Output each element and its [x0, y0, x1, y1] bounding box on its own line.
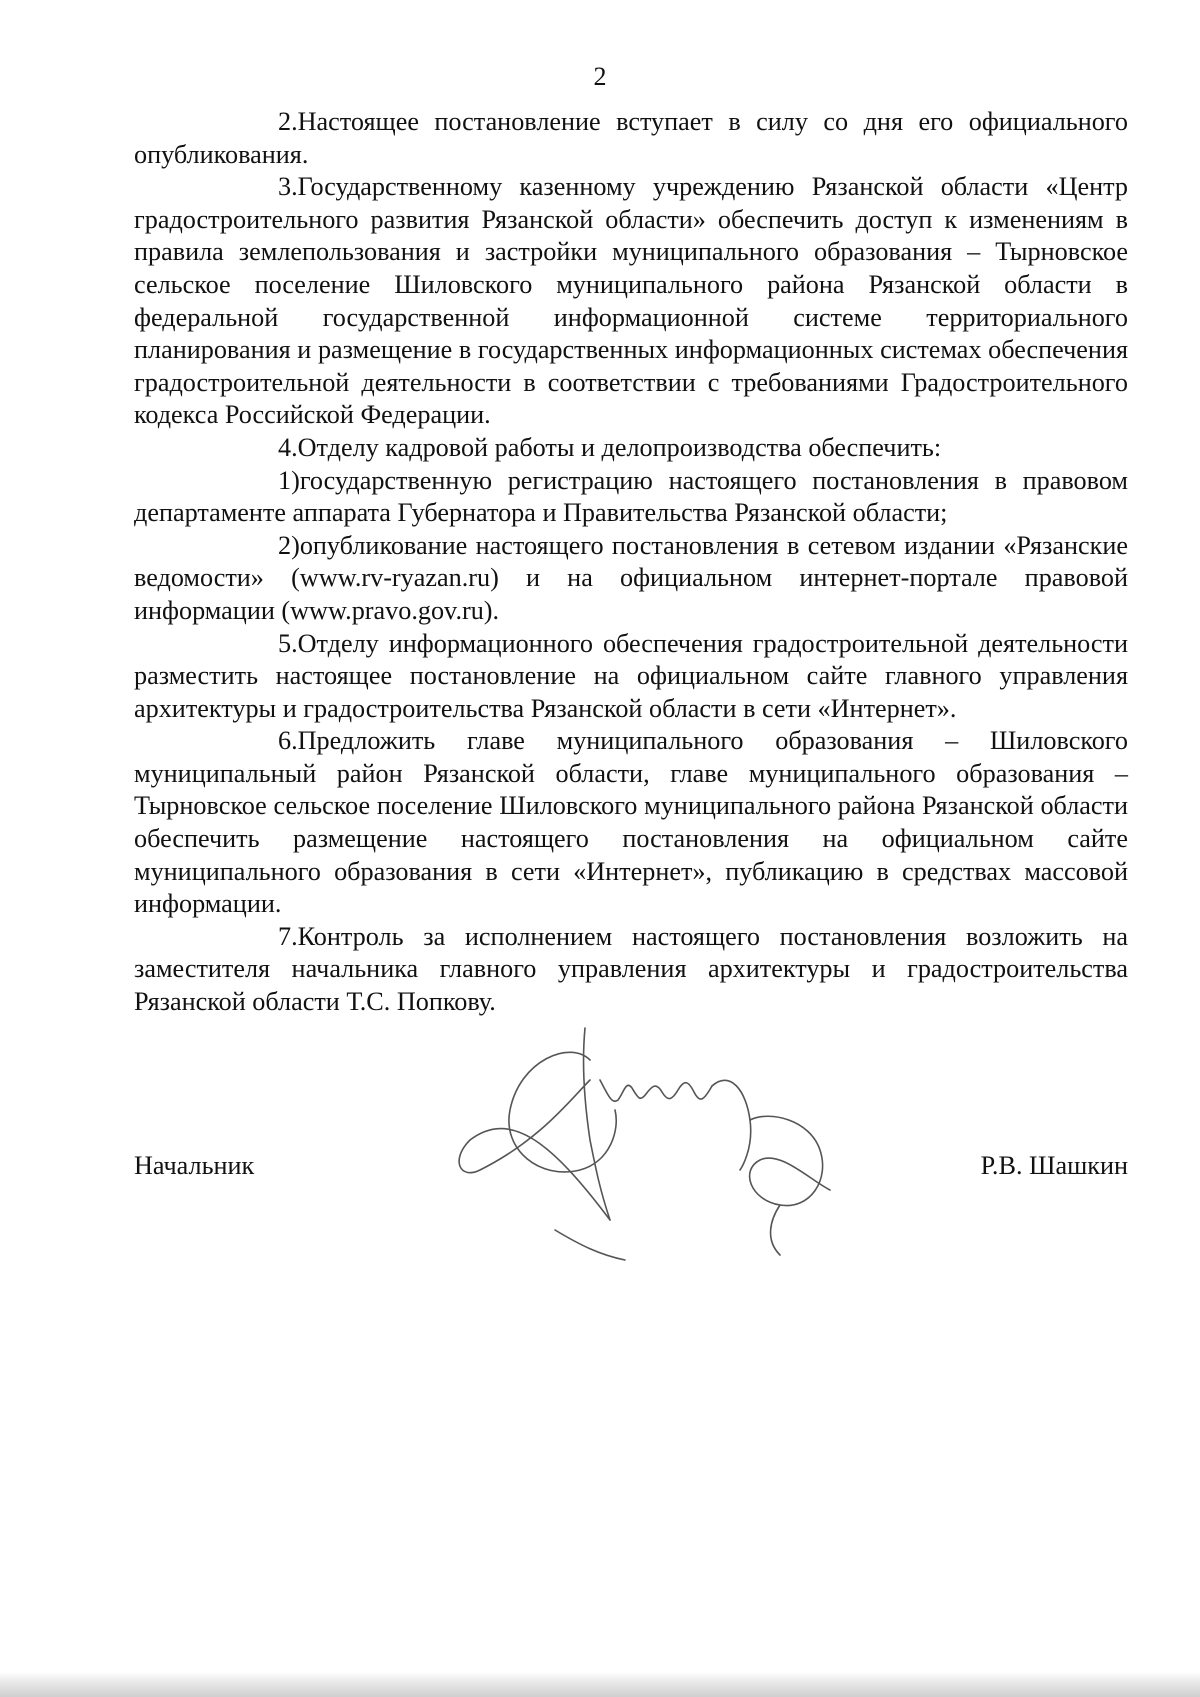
paragraph-text: Настоящее постановление вступает в силу со дня его официального опубликования.: [134, 107, 1128, 169]
paragraph-number: 4.: [278, 432, 298, 462]
paragraph-7: [134, 921, 1128, 1019]
paragraph-4: [134, 432, 1128, 465]
paragraph-number: 2.: [278, 107, 298, 136]
paragraph-text: Отделу кадровой работы и делопроизводства обеспечить:: [297, 432, 942, 462]
paragraph-number: 2): [278, 530, 300, 560]
paragraph-number: 5.: [278, 628, 298, 658]
paragraph-number: 6.: [278, 726, 298, 756]
paragraph-number: 7.: [278, 921, 298, 951]
document-body: [134, 106, 1128, 1019]
signatory-title: Начальник: [134, 1151, 255, 1180]
paragraph-5: [134, 628, 1128, 726]
signature-block: [134, 1150, 1128, 1184]
paragraph-text: Контроль за исполнением настоящего постановления возложить на заместителя начальника главного управления архитектуры и градостроительства Рязанской области Т.С. Попкову.: [134, 921, 1128, 1017]
paragraph-number: 3.: [278, 172, 298, 202]
paragraph-text: Государственному казенному учреждению Рязанской области «Центр градостроительного развития Рязанской области» обеспечить доступ к изменениям в правила землепользования и застройки муниципального образования – Тырновское сельское поселение Шиловского муниципального района Рязанской области в федеральной государственной информационной системе территориального планирования и размещение в государственных информационных системах обеспечения градостроительной деятельности в соответствии с требованиями Градостроительного кодекса Российской Федерации.: [134, 172, 1128, 430]
paragraph-number: 1): [278, 465, 300, 495]
signatory-name: Р.В. Шашкин: [980, 1151, 1128, 1180]
paragraph-text: Предложить главе муниципального образования – Шиловского муниципальный район Рязанской области, главе муниципального образования – Тырновское сельское поселение Шиловского муниципального района Рязанской области обеспечить размещение настоящего постановления на официальном сайте муниципального образования в сети «Интернет», публикацию в средствах массовой информации.: [134, 726, 1128, 919]
subparagraph-1: [134, 465, 1128, 530]
scan-bottom-edge: [0, 1672, 1200, 1697]
paragraph-text: Отделу информационного обеспечения градостроительной деятельности разместить настоящее постановление на официальном сайте главного управления архитектуры и градостроительства Рязанской области в сети «Интернет».: [134, 628, 1128, 723]
paragraph-text: опубликование настоящего постановления в сетевом издании «Рязанские ведомости» (www.rv-ryazan.ru) и на официальном интернет-портале правовой информации (www.pravo.gov.ru).: [134, 530, 1128, 625]
paragraph-3: [134, 171, 1128, 432]
paragraph-2: [134, 106, 1128, 171]
subparagraph-2: [134, 530, 1128, 628]
paragraph-text: государственную регистрацию настоящего постановления в правовом департаменте аппарата Губернатора и Правительства Рязанской области;: [134, 465, 1128, 528]
paragraph-6: [134, 725, 1128, 921]
page-number: 2: [593, 62, 607, 91]
